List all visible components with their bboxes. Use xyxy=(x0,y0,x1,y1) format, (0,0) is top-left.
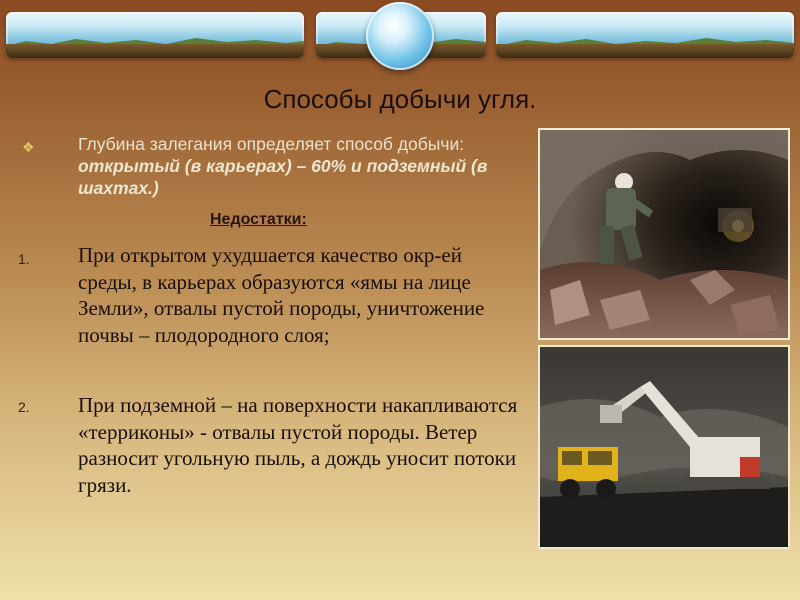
list-item: При подземной – на поверхности накапливаются «терриконы» - отвалы пустой породы. Ветер разносит угольную пыль, а дождь уносит потоки грязи. xyxy=(78,393,518,497)
slide-title: Способы добычи угля. xyxy=(263,84,537,114)
subheading: Недостатки: xyxy=(210,211,307,228)
list-item: При открытом ухудшается качество окр-ей среды, в карьерах образуются «ямы на лице Земли», отвалы пустой породы, уничтожение почвы – плодородного слоя; xyxy=(78,243,485,347)
header-banner-right xyxy=(496,12,794,58)
open-pit-mine-photo xyxy=(538,345,790,549)
header-banner-left xyxy=(6,12,304,58)
list-number: 1. xyxy=(18,251,30,267)
diamond-bullet-icon: ❖ xyxy=(22,141,35,156)
underground-mine-photo xyxy=(538,128,790,340)
globe-ornament xyxy=(366,2,434,70)
intro-emphasis: открытый (в карьерах) – 60% и подземный (в шахтах.) xyxy=(78,156,488,198)
list-number: 2. xyxy=(18,399,30,415)
intro-text: Глубина залегания определяет способ добычи: xyxy=(78,134,465,154)
intro-paragraph xyxy=(78,133,518,199)
